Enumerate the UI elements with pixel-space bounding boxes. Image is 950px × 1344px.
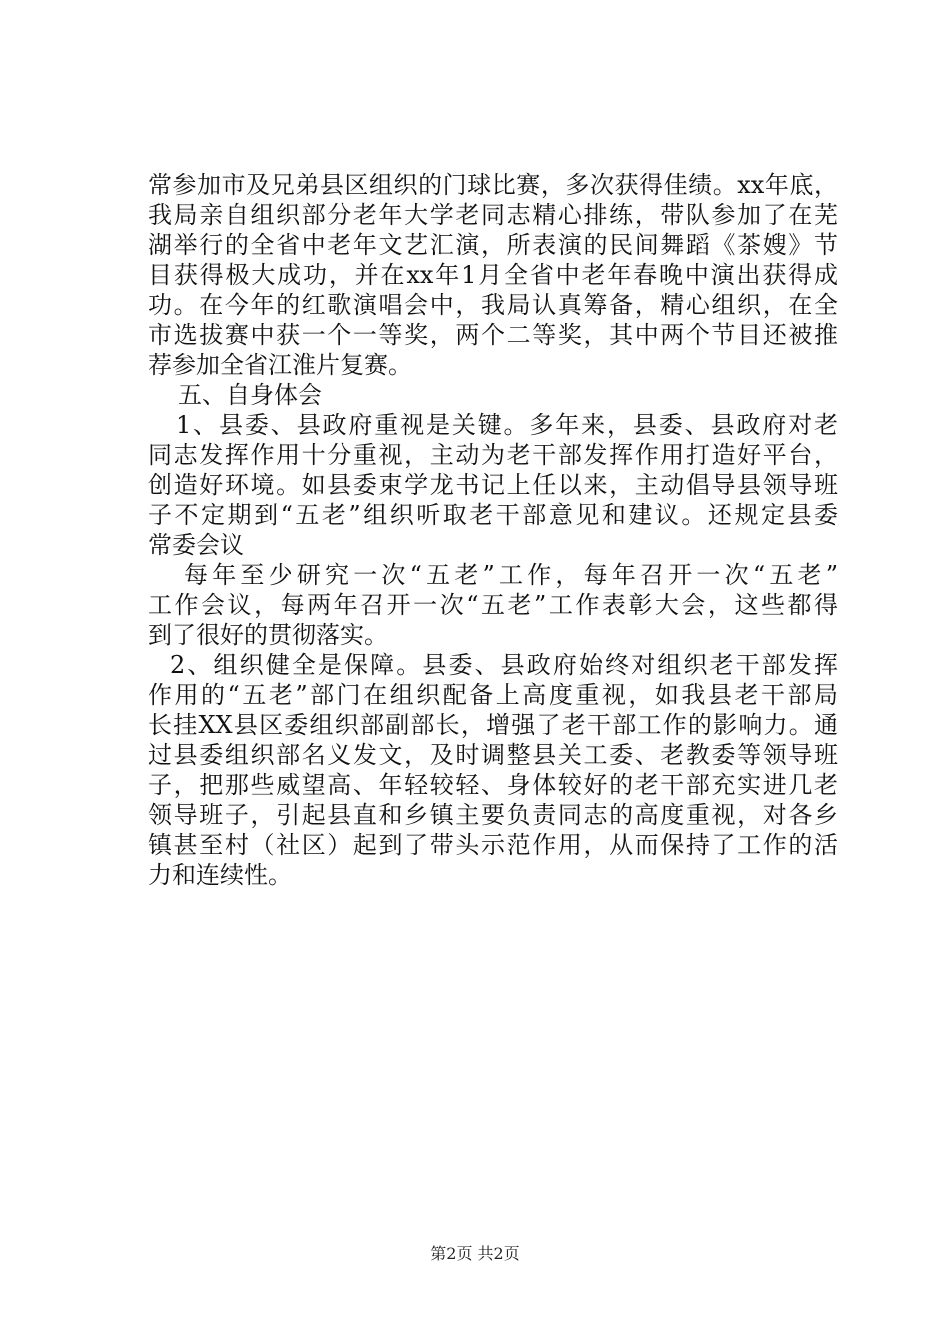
text-line: 子不定期到“五老”组织听取老干部意见和建议。还规定县委 [148,501,838,529]
text-line: 2、组织健全是保障。县委、县政府始终对组织老干部发挥 [170,651,838,679]
text-line: 功。在今年的红歌演唱会中，我局认真筹备，精心组织，在全 [148,291,838,319]
text-line: 镇甚至村（社区）起到了带头示范作用，从而保持了工作的活 [148,831,838,859]
text-line: 长挂XX县区委组织部副部长，增强了老干部工作的影响力。通 [148,711,838,739]
text-line: 市选拔赛中获一个一等奖，两个二等奖，其中两个节目还被推 [148,321,838,349]
text-line: 工作会议，每两年召开一次“五老”工作表彰大会，这些都得 [148,591,838,619]
text-line: 作用的“五老”部门在组织配备上高度重视，如我县老干部局 [148,681,838,709]
page-footer [0,1243,950,1265]
text-line: 到了很好的贯彻落实。 [148,621,388,649]
text-line: 同志发挥作用十分重视，主动为老干部发挥作用打造好平台， [148,441,838,469]
text-line: 子，把那些威望高、年轻较轻、身体较好的老干部充实进几老 [148,771,838,799]
text-line: 1、县委、县政府重视是关键。多年来，县委、县政府对老 [176,411,838,439]
text-line: 领导班子，引起县直和乡镇主要负责同志的高度重视，对各乡 [148,801,838,829]
text-line: 我局亲自组织部分老年大学老同志精心排练，带队参加了在芜 [148,201,838,229]
text-line: 湖举行的全省中老年文艺汇演，所表演的民间舞蹈《茶嫂》节 [148,231,838,259]
text-line: 每年至少研究一次“五老”工作，每年召开一次“五老” [184,561,838,589]
section-heading: 五、自身体会 [178,381,322,409]
page-number-label: 第2页 共2页 [430,1244,520,1263]
text-line: 力和连续性。 [148,861,292,889]
text-line: 荐参加全省江淮片复赛。 [148,351,412,379]
text-line: 过县委组织部名义发文，及时调整县关工委、老教委等领导班 [148,741,838,769]
text-line: 创造好环境。如县委束学龙书记上任以来，主动倡导县领导班 [148,471,838,499]
body-text [148,170,838,890]
text-line: 常委会议 [148,531,244,559]
text-line: 常参加市及兄弟县区组织的门球比赛，多次获得佳绩。xx年底， [148,171,838,199]
text-line: 目获得极大成功，并在xx年1月全省中老年春晚中演出获得成 [148,261,838,289]
